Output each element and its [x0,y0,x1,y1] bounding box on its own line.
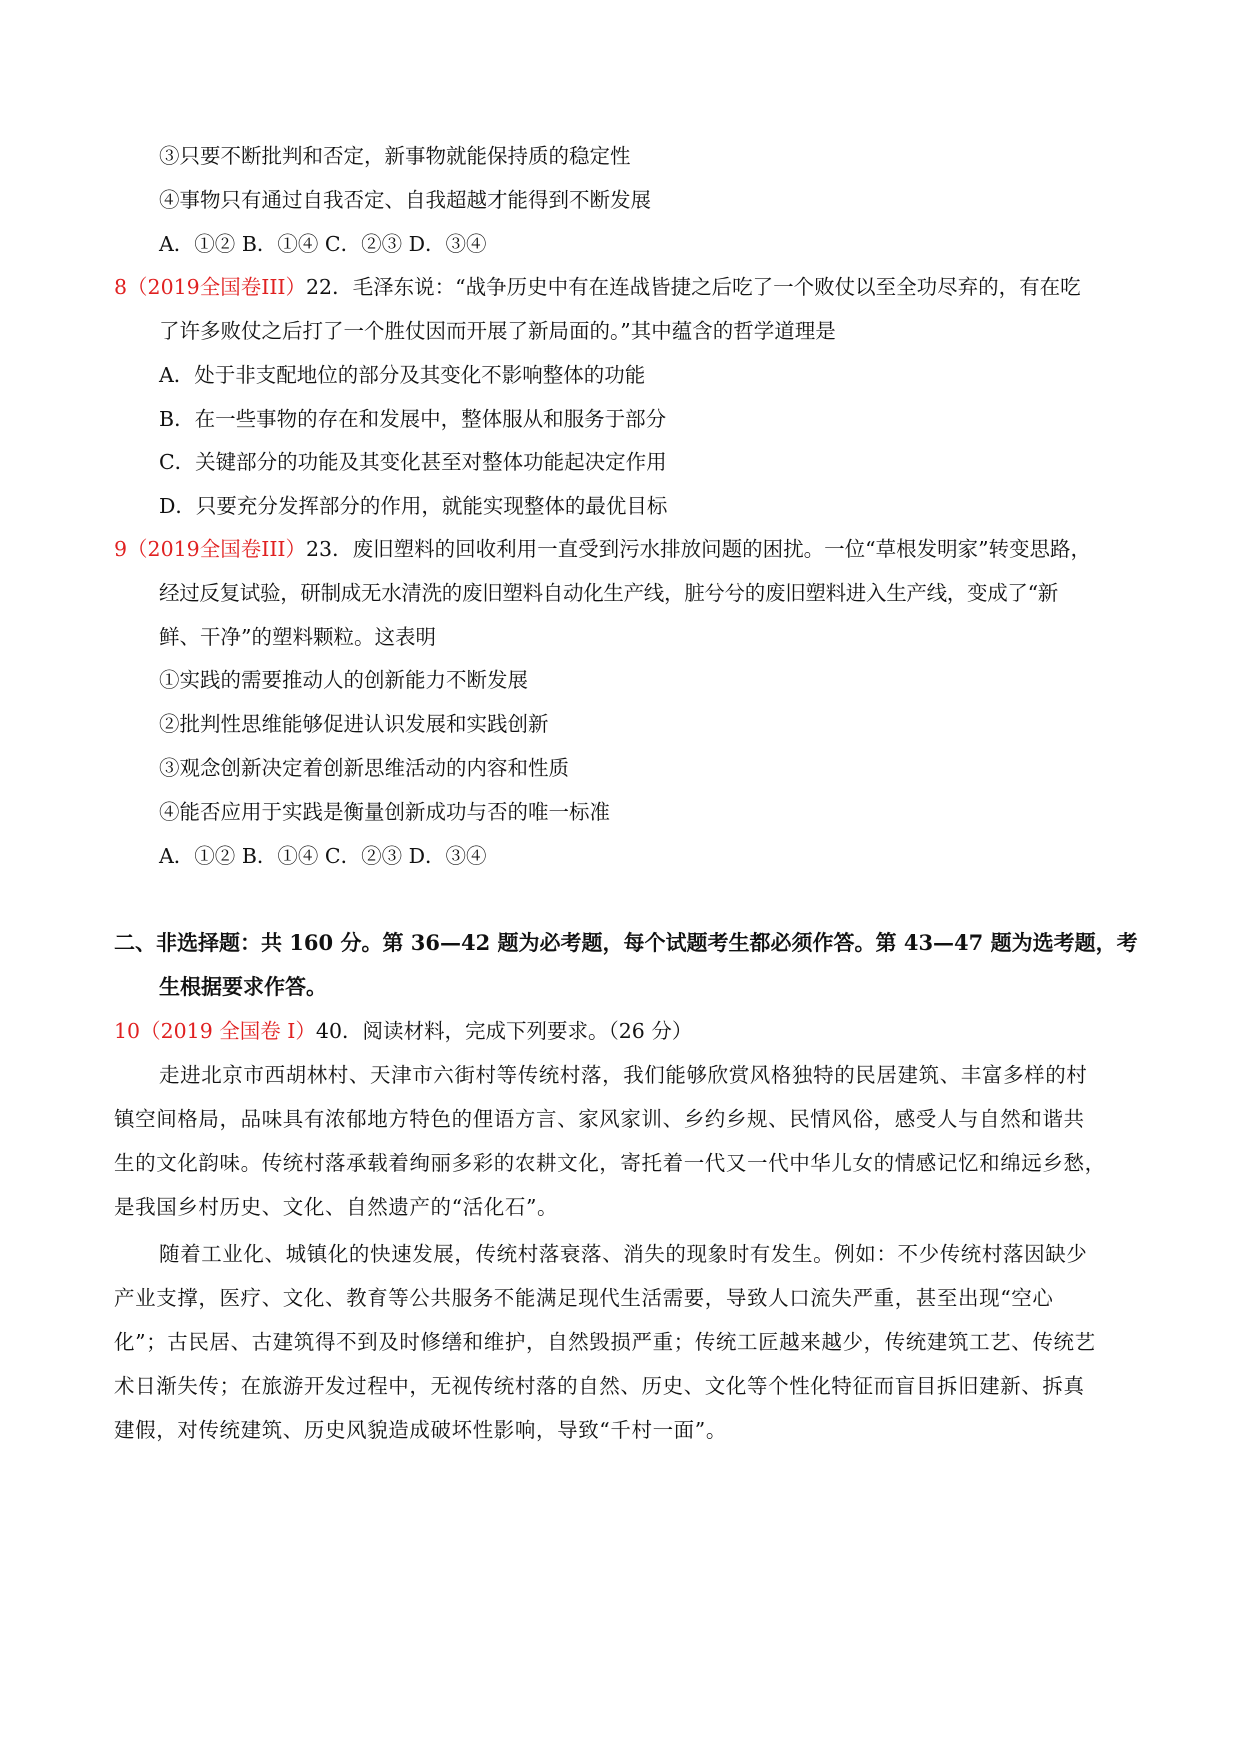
material-p2-line-2: 产业支撑，医疗、文化、教育等公共服务不能满足现代生活需要，导致人口流失严重，甚至出现“空心 [114,1286,1054,1310]
q9-option-3: ③观念创新决定着创新思维活动的内容和性质 [159,756,569,780]
q9-stem-line-3: 鲜、干净”的塑料颗粒。这表明 [159,625,436,649]
q9-option-2: ②批判性思维能够促进认识发展和实践创新 [159,712,549,736]
q9-stem-line-2: 经过反复试验，研制成无水清洗的废旧塑料自动化生产线，脏兮兮的废旧塑料进入生产线，变成了“新 [159,581,1058,605]
q9-stem-line-1 [114,534,1091,564]
q7-option-4: ④事物只有通过自我否定、自我超越才能得到不断发展 [159,188,651,212]
section-2-heading-line-2: 生根据要求作答。 [159,974,327,999]
q8-number: 8 [114,275,128,299]
q9-number: 9 [114,537,128,561]
material-p2-line-1: 随着工业化、城镇化的快速发展，传统村落衰落、消失的现象时有发生。例如：不少传统村落因缺少 [159,1242,1088,1266]
material-p1-line-3: 生的文化韵味。传统村落承载着绚丽多彩的农耕文化，寄托着一代又一代中华儿女的情感记忆和绵远乡愁， [114,1151,1106,1175]
q8-stem-line-1 [114,272,1081,302]
section-2-heading-line-1: 二、非选择题：共 160 分。第 36—42 题为必考题，每个试题考生都必须作答。第 43—47 题为选考题，考 [114,930,1138,955]
q8-option-d: D．只要充分发挥部分的作用，就能实现整体的最优目标 [159,494,668,518]
q8-stem-text: 22．毛泽东说：“战争历史中有在连战皆捷之后吃了一个败仗以至全功尽弃的，有在吃 [306,275,1081,299]
q7-option-3: ③只要不断批判和否定，新事物就能保持质的稳定性 [159,144,631,168]
q9-source: （2019全国卷III） [127,537,307,561]
q8-option-c: C．关键部分的功能及其变化甚至对整体功能起决定作用 [159,450,667,474]
q8-stem-line-2: 了许多败仗之后打了一个胜仗因而开展了新局面的。”其中蕴含的哲学道理是 [159,319,836,343]
q8-option-a: A．处于非支配地位的部分及其变化不影响整体的功能 [159,363,646,387]
q8-source: （2019全国卷III） [127,275,307,299]
q7-answers: A．①② B．①④ C．②③ D．③④ [159,232,487,256]
q9-option-1: ①实践的需要推动人的创新能力不断发展 [159,668,528,692]
material-p2-line-4: 术日渐失传；在旅游开发过程中，无视传统村落的自然、历史、文化等个性化特征而盲目拆旧建新、拆真 [114,1374,1085,1398]
material-p1-line-2: 镇空间格局，品味具有浓郁地方特色的俚语方言、家风家训、乡约乡规、民情风俗，感受人与自然和谐共 [114,1107,1085,1131]
q9-stem-text: 23．废旧塑料的回收利用一直受到污水排放问题的困扰。一位“草根发明家”转变思路， [306,537,1092,561]
q10-stem-text: 40．阅读材料，完成下列要求。（26 分） [315,1019,693,1043]
q9-answers: A．①② B．①④ C．②③ D．③④ [159,844,487,868]
q10-source: （2019 全国卷 I） [140,1019,316,1043]
material-p2-line-3: 化”；古民居、古建筑得不到及时修缮和维护，自然毁损严重；传统工匠越来越少，传统建筑工艺、传统艺 [114,1330,1096,1354]
q9-option-4: ④能否应用于实践是衡量创新成功与否的唯一标准 [159,800,610,824]
q10-number: 10 [114,1019,141,1043]
material-p2-line-5: 建假，对传统建筑、历史风貌造成破坏性影响，导致“千村一面”。 [114,1418,727,1442]
q10-stem [114,1016,692,1046]
material-p1-line-4: 是我国乡村历史、文化、自然遗产的“活化石”。 [114,1195,559,1219]
q8-option-b: B．在一些事物的存在和发展中，整体服从和服务于部分 [159,407,667,431]
material-p1-line-1: 走进北京市西胡林村、天津市六街村等传统村落，我们能够欣赏风格独特的民居建筑、丰富多样的村 [159,1063,1088,1087]
